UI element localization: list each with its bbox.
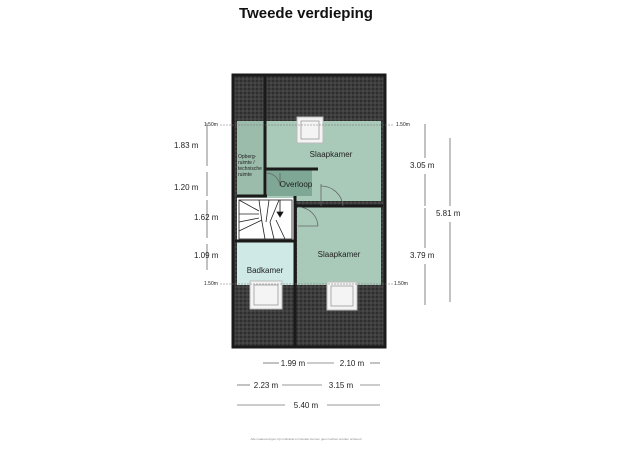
slaapkamer-bottom-room [297,207,381,285]
dim-right-2: 3.79 m [410,251,435,260]
dim-left-4: 1.09 m [194,251,219,260]
dim-bottom-4: 3.15 m [328,381,354,390]
dim-left-1: 1.83 m [174,141,199,150]
dim-bottom-2: 2.10 m [339,359,365,368]
svg-text:ruimte: ruimte [238,172,252,178]
svg-text:technische: technische [238,166,262,172]
stairs [239,200,292,239]
dim-right-1: 3.05 m [410,161,435,170]
height-marker-top-right: 1.50m [396,122,410,128]
dim-left-3: 1.62 m [194,213,219,222]
room-label-slaapkamer-bottom: Slaapkamer [317,250,361,259]
room-label-slaapkamer-top: Slaapkamer [309,150,353,159]
dim-bottom-1: 1.99 m [280,359,306,368]
disclaimer-text: Alle maatvoeringen zijn indicatief en hieraan kunnen geen rechten worden ontleend [250,437,362,441]
dim-bottom-3: 2.23 m [253,381,279,390]
dim-bottom-total: 5.40 m [293,401,319,410]
dim-right-total: 5.81 m [436,209,461,218]
page-title: Tweede verdieping [239,5,373,22]
badkamer-room [237,242,295,285]
dim-left-2: 1.20 m [174,183,199,192]
height-marker-bottom-left: 1.50m [204,281,218,287]
height-marker-bottom-right: 1.50m [394,281,408,287]
svg-text:Opberg-: Opberg- [238,154,257,160]
room-label-badkamer: Badkamer [246,266,284,275]
height-marker-top-left: 1.50m [204,122,218,128]
room-label-overloop: Overloop [279,180,313,189]
svg-text:ruimte /: ruimte / [238,160,255,166]
